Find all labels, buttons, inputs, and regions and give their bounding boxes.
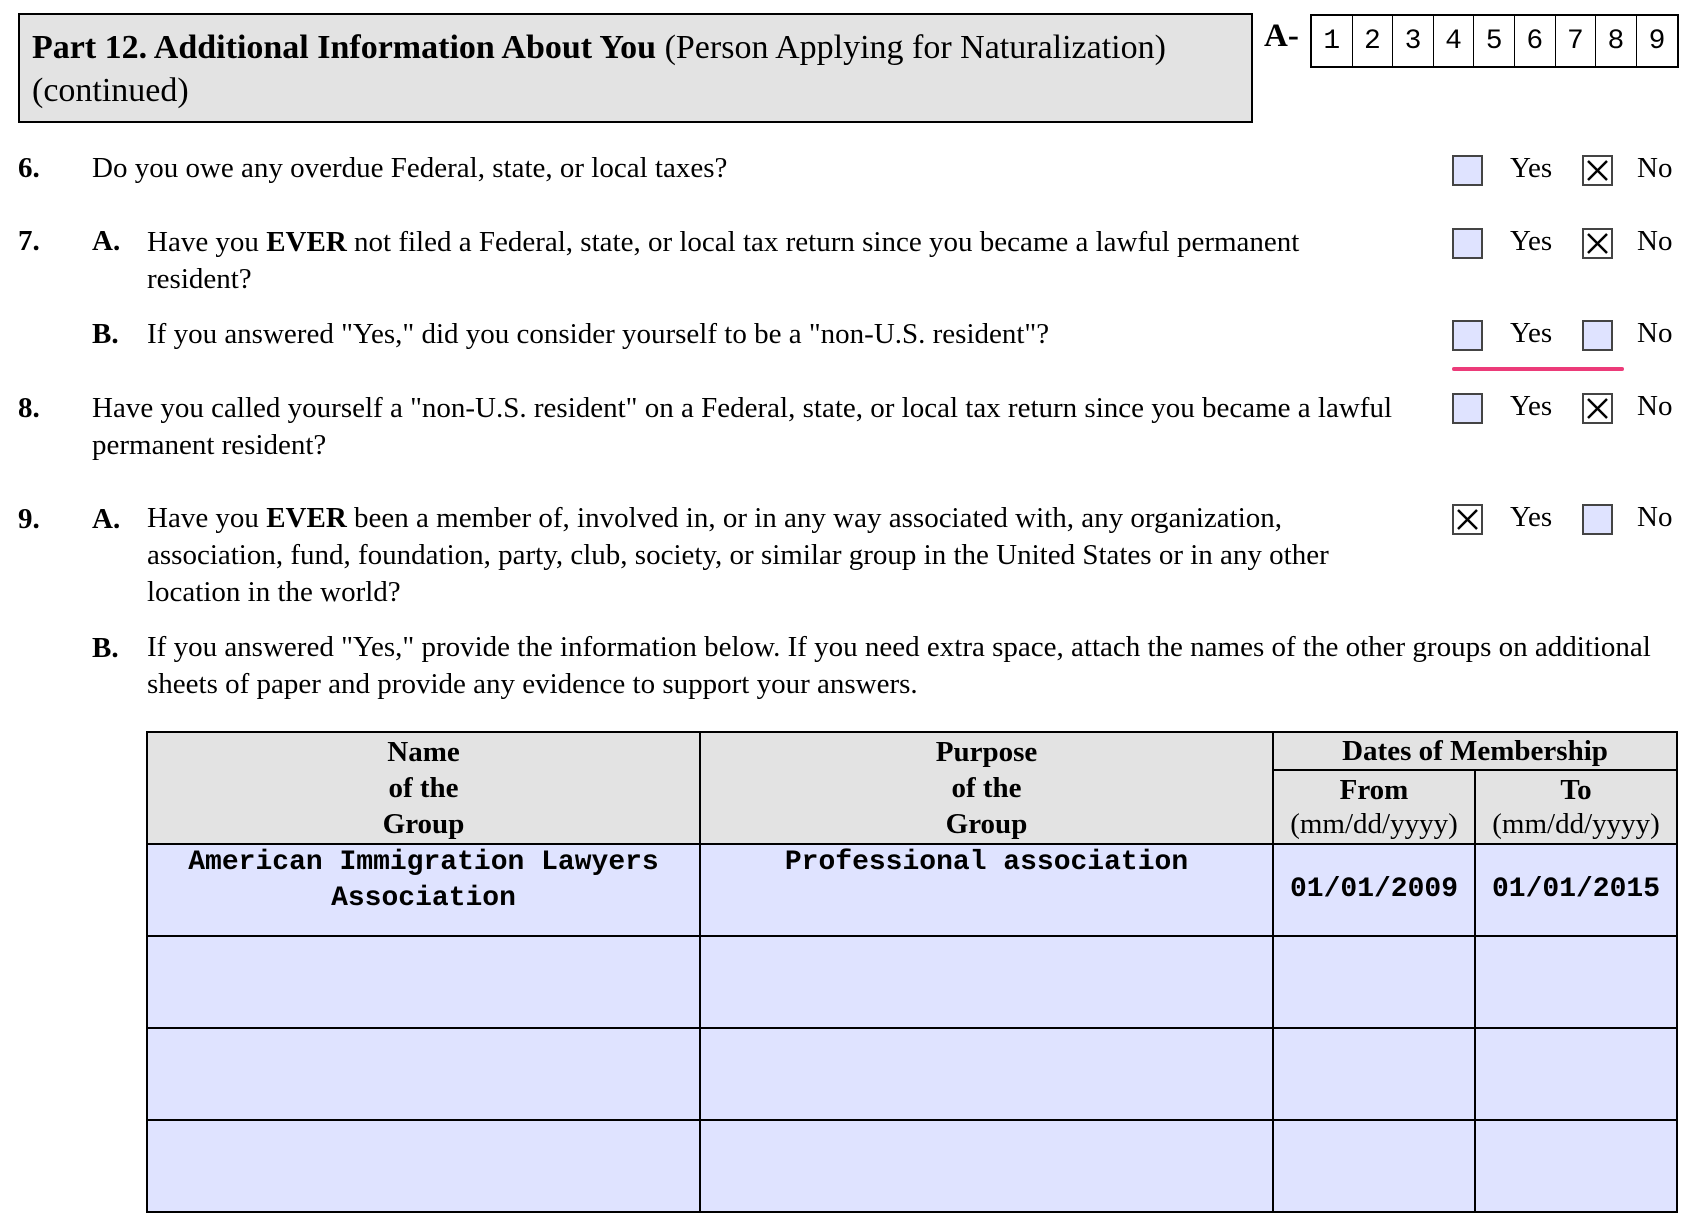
q6-yes-checkbox[interactable] (1452, 155, 1483, 186)
question-7b-letter: B. (92, 318, 119, 350)
table-row (147, 1028, 1677, 1120)
x-mark-icon (1454, 506, 1481, 533)
question-8-text: Have you called yourself a "non-U.S. resident" on a Federal, state, or local tax return since you became a lawful permanent resident? (92, 392, 1393, 461)
date-from-field[interactable]: 01/01/2009 (1273, 844, 1475, 936)
part-subtitle: (Person Applying for Naturalization) (continued) (32, 29, 1166, 109)
group-name-field[interactable]: American Immigration Lawyers Association (147, 844, 700, 936)
a-number-digit[interactable]: 5 (1474, 16, 1515, 66)
question-6-text: Do you owe any overdue Federal, state, or local taxes? (92, 152, 728, 184)
a-number-field[interactable] (1310, 14, 1679, 68)
group-name-field[interactable] (147, 1120, 700, 1212)
q8-yes-label: Yes (1510, 390, 1553, 422)
q7b-yes-checkbox[interactable] (1452, 320, 1483, 351)
a-number-digit[interactable]: 6 (1515, 16, 1556, 66)
q7a-yes-checkbox[interactable] (1452, 228, 1483, 259)
a-number-digit[interactable]: 3 (1393, 16, 1434, 66)
header-purpose-of-group: Purpose of the Group (700, 732, 1273, 844)
date-to-field[interactable] (1475, 1028, 1677, 1120)
question-9a-letter: A. (92, 503, 121, 535)
a-number-digit[interactable]: 7 (1556, 16, 1597, 66)
group-purpose-field[interactable] (700, 1028, 1273, 1120)
part-header (18, 13, 1253, 123)
header-dates-of-membership: Dates of Membership (1273, 732, 1677, 770)
date-from-field[interactable] (1273, 1120, 1475, 1212)
q7b-no-label: No (1637, 317, 1673, 349)
group-purpose-field[interactable] (700, 936, 1273, 1028)
a-number-label: A- (1264, 18, 1299, 54)
date-to-field[interactable] (1475, 1120, 1677, 1212)
question-9-number: 9. (18, 503, 40, 535)
question-9b-letter: B. (92, 632, 119, 664)
q6-no-checkbox[interactable] (1582, 155, 1613, 186)
header-name-of-group: Name of the Group (147, 732, 700, 844)
q7b-no-checkbox[interactable] (1582, 320, 1613, 351)
group-purpose-field[interactable]: Professional association (700, 844, 1273, 936)
q8-yes-checkbox[interactable] (1452, 393, 1483, 424)
date-from-field[interactable] (1273, 1028, 1475, 1120)
table-row (147, 844, 1677, 936)
table-row (147, 1120, 1677, 1212)
q6-no-label: No (1637, 152, 1673, 184)
q6-yes-label: Yes (1510, 152, 1553, 184)
a-number-digit[interactable]: 4 (1434, 16, 1475, 66)
question-8-number: 8. (18, 392, 40, 424)
question-7b-text: If you answered "Yes," did you consider yourself to be a "non-U.S. resident"? (147, 318, 1050, 350)
group-membership-table (146, 731, 1678, 1213)
part-title: Part 12. Additional Information About You (32, 29, 657, 66)
header-to: To (mm/dd/yyyy) (1475, 770, 1677, 844)
x-mark-icon (1584, 395, 1611, 422)
date-to-field[interactable]: 01/01/2015 (1475, 844, 1677, 936)
a-number-digit[interactable]: 2 (1353, 16, 1394, 66)
x-mark-icon (1584, 157, 1611, 184)
header-from: From (mm/dd/yyyy) (1273, 770, 1475, 844)
question-7a-letter: A. (92, 225, 121, 257)
q7a-yes-label: Yes (1510, 225, 1553, 257)
q7a-no-checkbox[interactable] (1582, 228, 1613, 259)
question-6-number: 6. (18, 152, 40, 184)
question-9b-text: If you answered "Yes," provide the information below. If you need extra space, attach the names of the other groups on additional sheets of paper and provide any evidence to support your answers. (147, 631, 1651, 700)
q9a-no-checkbox[interactable] (1582, 504, 1613, 535)
q7a-no-label: No (1637, 225, 1673, 257)
date-to-field[interactable] (1475, 936, 1677, 1028)
x-mark-icon (1584, 230, 1611, 257)
group-name-field[interactable] (147, 1028, 700, 1120)
q9a-yes-label: Yes (1510, 501, 1553, 533)
q7b-yes-label: Yes (1510, 317, 1553, 349)
a-number-digit[interactable]: 8 (1596, 16, 1637, 66)
question-7a-text: Have you EVER not filed a Federal, state, or local tax return since you became a lawful permanent resident? (147, 226, 1300, 295)
date-from-field[interactable] (1273, 936, 1475, 1028)
a-number-digit[interactable]: 9 (1648, 25, 1666, 57)
a-number-digit[interactable]: 1 (1312, 16, 1353, 66)
group-name-field[interactable] (147, 936, 700, 1028)
q9a-no-label: No (1637, 501, 1673, 533)
question-9a-text: Have you EVER been a member of, involved in, or in any way associated with, any organization, association, fund, foundation, party, club, society, or similar group in the United States or in any other location in the world? (147, 502, 1329, 608)
q8-no-checkbox[interactable] (1582, 393, 1613, 424)
q8-no-label: No (1637, 390, 1673, 422)
focus-underline (1452, 367, 1624, 371)
question-7-number: 7. (18, 225, 40, 257)
group-purpose-field[interactable] (700, 1120, 1273, 1212)
q9a-yes-checkbox[interactable] (1452, 504, 1483, 535)
table-row (147, 936, 1677, 1028)
